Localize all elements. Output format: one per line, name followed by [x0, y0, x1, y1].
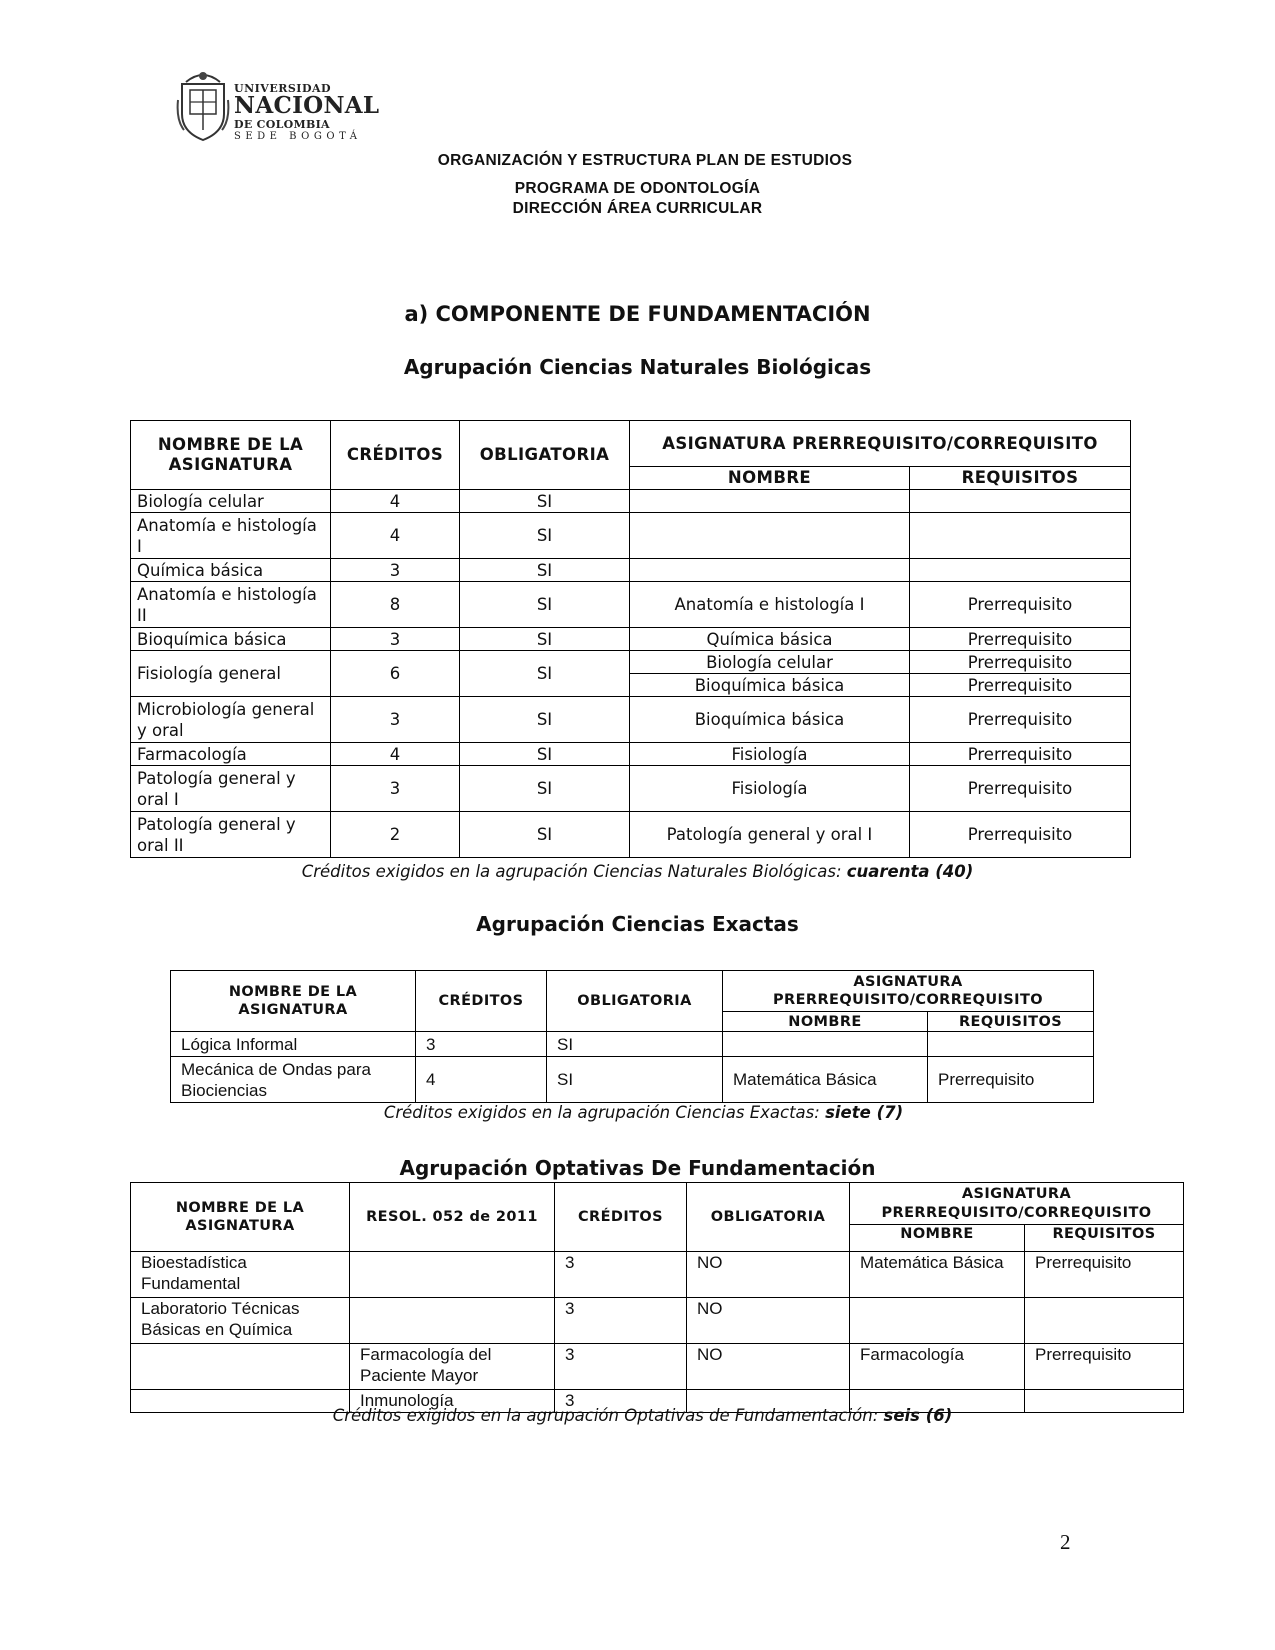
component-title: a) COMPONENTE DE FUNDAMENTACIÓN	[404, 302, 871, 326]
subject-name: Lógica Informal	[171, 1032, 416, 1057]
mandatory: SI	[460, 559, 630, 582]
credits: 3	[416, 1032, 547, 1057]
prereq-name: Patología general y oral I	[630, 812, 910, 858]
table-row	[131, 697, 1131, 743]
prereq-type	[928, 1032, 1094, 1057]
table-row	[131, 582, 1131, 628]
subject-name: Bioquímica básica	[131, 628, 331, 651]
page-number: 2	[1060, 1530, 1071, 1554]
prereq-name: Fisiología	[630, 766, 910, 812]
prereq-type: Prerrequisito	[910, 674, 1131, 697]
mandatory: SI	[460, 628, 630, 651]
note-bold: cuarenta (40)	[846, 862, 974, 881]
prereq-type: Prerrequisito	[910, 628, 1131, 651]
subject-name: Bioestadística Fundamental	[131, 1252, 350, 1298]
header-line-3: DIRECCIÓN ÁREA CURRICULAR	[512, 200, 763, 217]
mandatory: SI	[460, 582, 630, 628]
credits: 3	[331, 559, 460, 582]
note-bold: siete (7)	[825, 1103, 904, 1122]
prereq-name: Farmacología	[850, 1344, 1025, 1390]
subject-name: Anatomía e histología II	[131, 582, 331, 628]
col-resolucion: RESOL. 052 de 2011	[350, 1183, 555, 1252]
prereq-type	[910, 490, 1131, 513]
table-row	[131, 628, 1131, 651]
credits: 3	[331, 628, 460, 651]
note-text: Créditos exigidos en la agrupación Ciencias Naturales Biológicas:	[301, 862, 847, 881]
col-creditos: CRÉDITOS	[416, 971, 547, 1032]
col-creditos: CRÉDITOS	[331, 421, 460, 490]
col-nombre: NOMBRE	[850, 1225, 1025, 1252]
prereq-type: Prerrequisito	[1025, 1344, 1184, 1390]
prereq-name	[630, 513, 910, 559]
header-line-2: PROGRAMA DE ODONTOLOGÍA	[514, 180, 761, 197]
header-line-1: ORGANIZACIÓN Y ESTRUCTURA PLAN DE ESTUDIOS	[437, 152, 853, 169]
resolution-name: Farmacología del Paciente Mayor	[350, 1344, 555, 1390]
prereq-type: Prerrequisito	[910, 697, 1131, 743]
prereq-name: Matemática Básica	[850, 1252, 1025, 1298]
prereq-type: Prerrequisito	[928, 1057, 1094, 1103]
table-row	[131, 513, 1131, 559]
prereq-type: Prerrequisito	[910, 582, 1131, 628]
col-obligatoria: OBLIGATORIA	[547, 971, 723, 1032]
prereq-name	[630, 559, 910, 582]
table-row	[131, 1344, 1184, 1390]
mandatory: SI	[460, 743, 630, 766]
note-bold: seis (6)	[883, 1406, 953, 1425]
subject-name: Microbiología general y oral	[131, 697, 331, 743]
prereq-name: Bioquímica básica	[630, 697, 910, 743]
table-row	[131, 812, 1131, 858]
table-row	[131, 1252, 1184, 1298]
credits: 3	[555, 1344, 687, 1390]
table-row	[131, 490, 1131, 513]
mandatory: NO	[687, 1252, 850, 1298]
col-obligatoria: OBLIGATORIA	[687, 1183, 850, 1252]
subject-name: Química básica	[131, 559, 331, 582]
resolution-name: Inmunología	[350, 1390, 555, 1413]
group1-table	[130, 420, 1131, 858]
group2-credits-note	[0, 1103, 1275, 1122]
mandatory: SI	[460, 766, 630, 812]
group1-credits-note	[0, 862, 1275, 881]
prereq-type: Prerrequisito	[910, 766, 1131, 812]
table-row	[131, 1298, 1184, 1344]
credits: 3	[555, 1298, 687, 1344]
col-requisitos: REQUISITOS	[928, 1012, 1094, 1032]
mandatory: NO	[687, 1298, 850, 1344]
group3-table	[130, 1182, 1184, 1413]
prereq-type: Prerrequisito	[910, 743, 1131, 766]
logo-line-2: NACIONAL	[234, 92, 380, 119]
prereq-name: Anatomía e histología I	[630, 582, 910, 628]
col-requisitos: REQUISITOS	[910, 467, 1131, 490]
resolution-name	[350, 1298, 555, 1344]
note-text: Créditos exigidos en la agrupación Ciencias Exactas:	[383, 1103, 826, 1122]
group3-title: Agrupación Optativas De Fundamentación	[399, 1156, 876, 1180]
subject-name: Anatomía e histología I	[131, 513, 331, 559]
subject-name	[131, 1344, 350, 1390]
logo-line-4: SEDE BOGOTÁ	[234, 131, 362, 142]
col-nombre: NOMBRE	[723, 1012, 928, 1032]
prereq-name	[630, 490, 910, 513]
col-nombre-asignatura: NOMBRE DE LA ASIGNATURA	[131, 1183, 350, 1252]
prereq-name	[723, 1032, 928, 1057]
prereq-name: Matemática Básica	[723, 1057, 928, 1103]
mandatory: SI	[547, 1032, 723, 1057]
mandatory: SI	[460, 490, 630, 513]
group2-title: Agrupación Ciencias Exactas	[476, 912, 799, 936]
mandatory: SI	[460, 513, 630, 559]
credits: 4	[331, 490, 460, 513]
note-text: Créditos exigidos en la agrupación Optativas de Fundamentación:	[332, 1406, 884, 1425]
credits: 6	[331, 651, 460, 697]
group3-credits-note	[0, 1406, 1275, 1425]
credits: 4	[416, 1057, 547, 1103]
col-obligatoria: OBLIGATORIA	[460, 421, 630, 490]
table-row	[171, 1032, 1094, 1057]
university-shield-icon	[176, 70, 230, 142]
mandatory: SI	[460, 697, 630, 743]
group1-title: Agrupación Ciencias Naturales Biológicas	[403, 355, 872, 379]
table-row	[131, 651, 1131, 674]
col-requisitos: REQUISITOS	[1025, 1225, 1184, 1252]
col-prerrequisito: ASIGNATURA PRERREQUISITO/CORREQUISITO	[630, 421, 1131, 467]
mandatory: NO	[687, 1344, 850, 1390]
col-nombre: NOMBRE	[630, 467, 910, 490]
table-row	[171, 1057, 1094, 1103]
mandatory: SI	[547, 1057, 723, 1103]
prereq-type: Prerrequisito	[910, 651, 1131, 674]
subject-name: Fisiología general	[131, 651, 331, 697]
credits: 3	[555, 1390, 687, 1413]
table-row	[131, 743, 1131, 766]
resolution-name	[350, 1252, 555, 1298]
col-nombre-asignatura: NOMBRE DE LA ASIGNATURA	[131, 421, 331, 490]
prereq-name	[850, 1298, 1025, 1344]
subject-name: Patología general y oral I	[131, 766, 331, 812]
group2-table	[170, 970, 1094, 1103]
prereq-name: Fisiología	[630, 743, 910, 766]
credits: 3	[555, 1252, 687, 1298]
col-prerrequisito: ASIGNATURA PRERREQUISITO/CORREQUISITO	[850, 1183, 1184, 1225]
prereq-type	[910, 559, 1131, 582]
prereq-type	[1025, 1298, 1184, 1344]
col-creditos: CRÉDITOS	[555, 1183, 687, 1252]
logo-line-1: UNIVERSIDAD	[234, 82, 332, 95]
prereq-type: Prerrequisito	[1025, 1252, 1184, 1298]
col-nombre-asignatura: NOMBRE DE LA ASIGNATURA	[171, 971, 416, 1032]
subject-name: Biología celular	[131, 490, 331, 513]
subject-name: Farmacología	[131, 743, 331, 766]
subject-name: Patología general y oral II	[131, 812, 331, 858]
prereq-type	[910, 513, 1131, 559]
col-prerrequisito: ASIGNATURA PRERREQUISITO/CORREQUISITO	[723, 971, 1094, 1012]
prereq-name: Biología celular	[630, 651, 910, 674]
prereq-type: Prerrequisito	[910, 812, 1131, 858]
credits: 4	[331, 743, 460, 766]
credits: 2	[331, 812, 460, 858]
prereq-name: Química básica	[630, 628, 910, 651]
university-logo	[176, 68, 380, 148]
credits: 3	[331, 766, 460, 812]
mandatory: SI	[460, 651, 630, 697]
subject-name: Laboratorio Técnicas Básicas en Química	[131, 1298, 350, 1344]
subject-name: Mecánica de Ondas para Biociencias	[171, 1057, 416, 1103]
table-row	[131, 559, 1131, 582]
table-row	[131, 766, 1131, 812]
mandatory: SI	[460, 812, 630, 858]
credits: 8	[331, 582, 460, 628]
credits: 3	[331, 697, 460, 743]
logo-line-3: DE COLOMBIA	[234, 118, 330, 131]
prereq-name: Bioquímica básica	[630, 674, 910, 697]
credits: 4	[331, 513, 460, 559]
